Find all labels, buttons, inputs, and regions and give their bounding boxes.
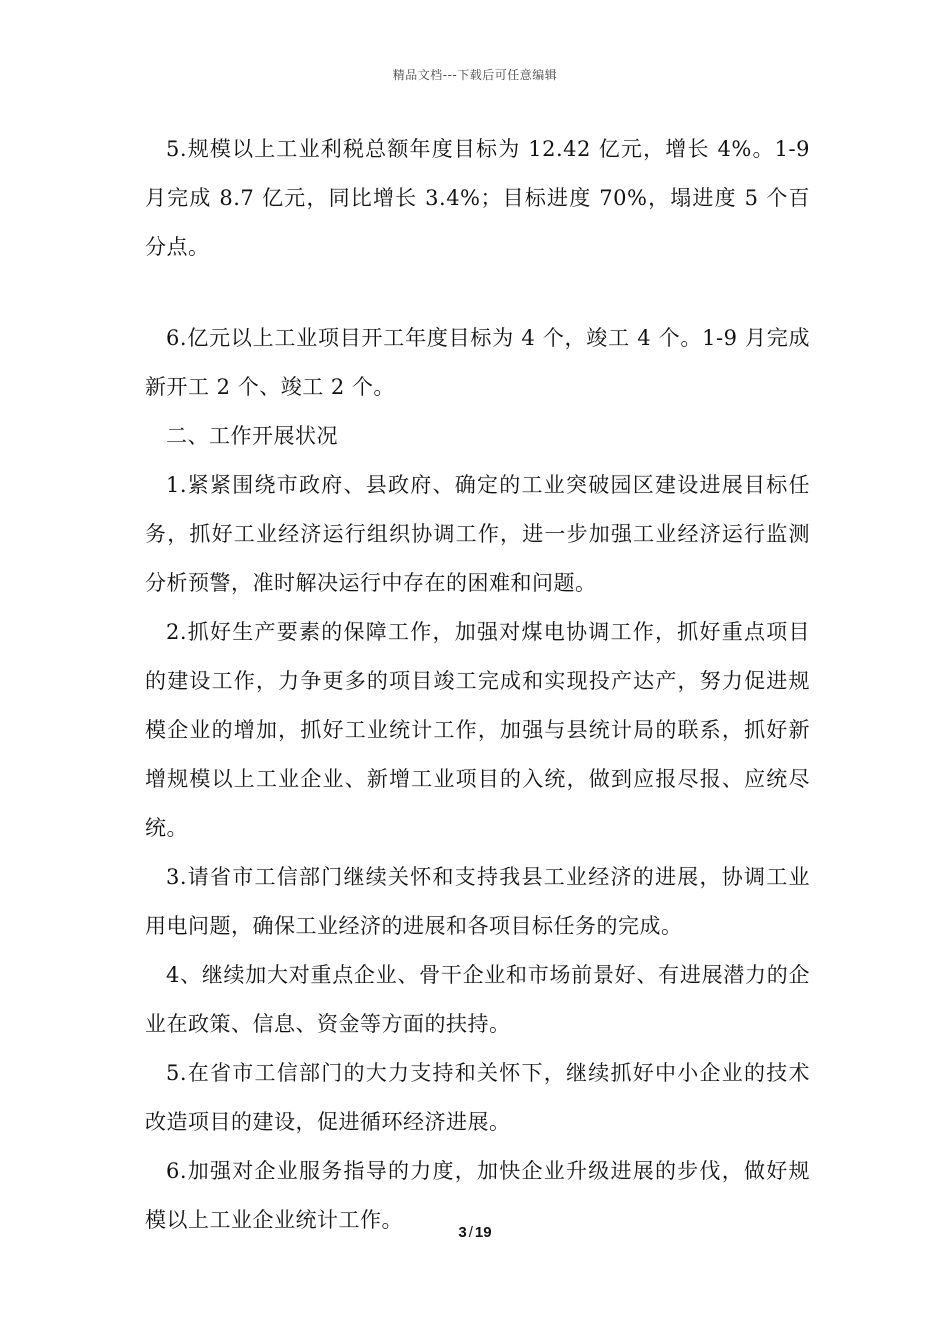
paragraph-item-1: 1.紧紧围绕市政府、县政府、确定的工业突破园区建设进展目标任务，抓好工业经济运行组织协调工作，进一步加强工业经济运行监测分析预警，准时解决运行中存在的困难和问题。 bbox=[145, 473, 810, 595]
paragraph-project-start: 6.亿元以上工业项目开工年度目标为 4 个，竣工 4 个。1-9 月完成新开工 2 个、竣工 2 个。 bbox=[145, 326, 810, 399]
paragraph-item-6: 6.加强对企业服务指导的力度，加快企业升级进展的步伐，做好规模以上工业企业统计工作。 bbox=[145, 1159, 810, 1232]
total-pages-number: 19 bbox=[474, 1224, 492, 1241]
paragraph-item-2: 2.抓好生产要素的保障工作，加强对煤电协调工作，抓好重点项目的建设工作，力争更多的项目竣工完成和实现投产达产，努力促进规模企业的增加，抓好工业统计工作，加强与县统计局的联系，抓好新增规模以上工业企业、新增工业项目的入统，做到应报尽报、应统尽统。 bbox=[145, 620, 810, 840]
paragraph-item-3: 3.请省市工信部门继续关怀和支持我县工业经济的进展，协调工业用电问题，确保工业经济的进展和各项目标任务的完成。 bbox=[145, 865, 810, 938]
current-page-number: 3 bbox=[458, 1224, 467, 1241]
paragraph-item-5: 5.在省市工信部门的大力支持和关怀下，继续抓好中小企业的技术改造项目的建设，促进循环经济进展。 bbox=[145, 1061, 810, 1134]
paragraph-item-4: 4、继续加大对重点企业、骨干企业和市场前景好、有进展潜力的企业在政策、信息、资金等方面的扶持。 bbox=[145, 963, 810, 1036]
document-body bbox=[145, 125, 810, 1245]
paragraph-gap bbox=[145, 272, 810, 314]
page-separator: / bbox=[468, 1224, 473, 1241]
section-heading-work-status: 二、工作开展状况 bbox=[166, 424, 338, 448]
page-number bbox=[0, 1224, 950, 1241]
paragraph-profit-tax: 5.规模以上工业利税总额年度目标为 12.42 亿元，增长 4%。1-9 月完成 8.7 亿元，同比增长 3.4%；目标进度 70%，塌进度 5 个百分点。 bbox=[145, 137, 810, 259]
page-header: 精品文档---下载后可任意编辑 bbox=[392, 68, 558, 82]
